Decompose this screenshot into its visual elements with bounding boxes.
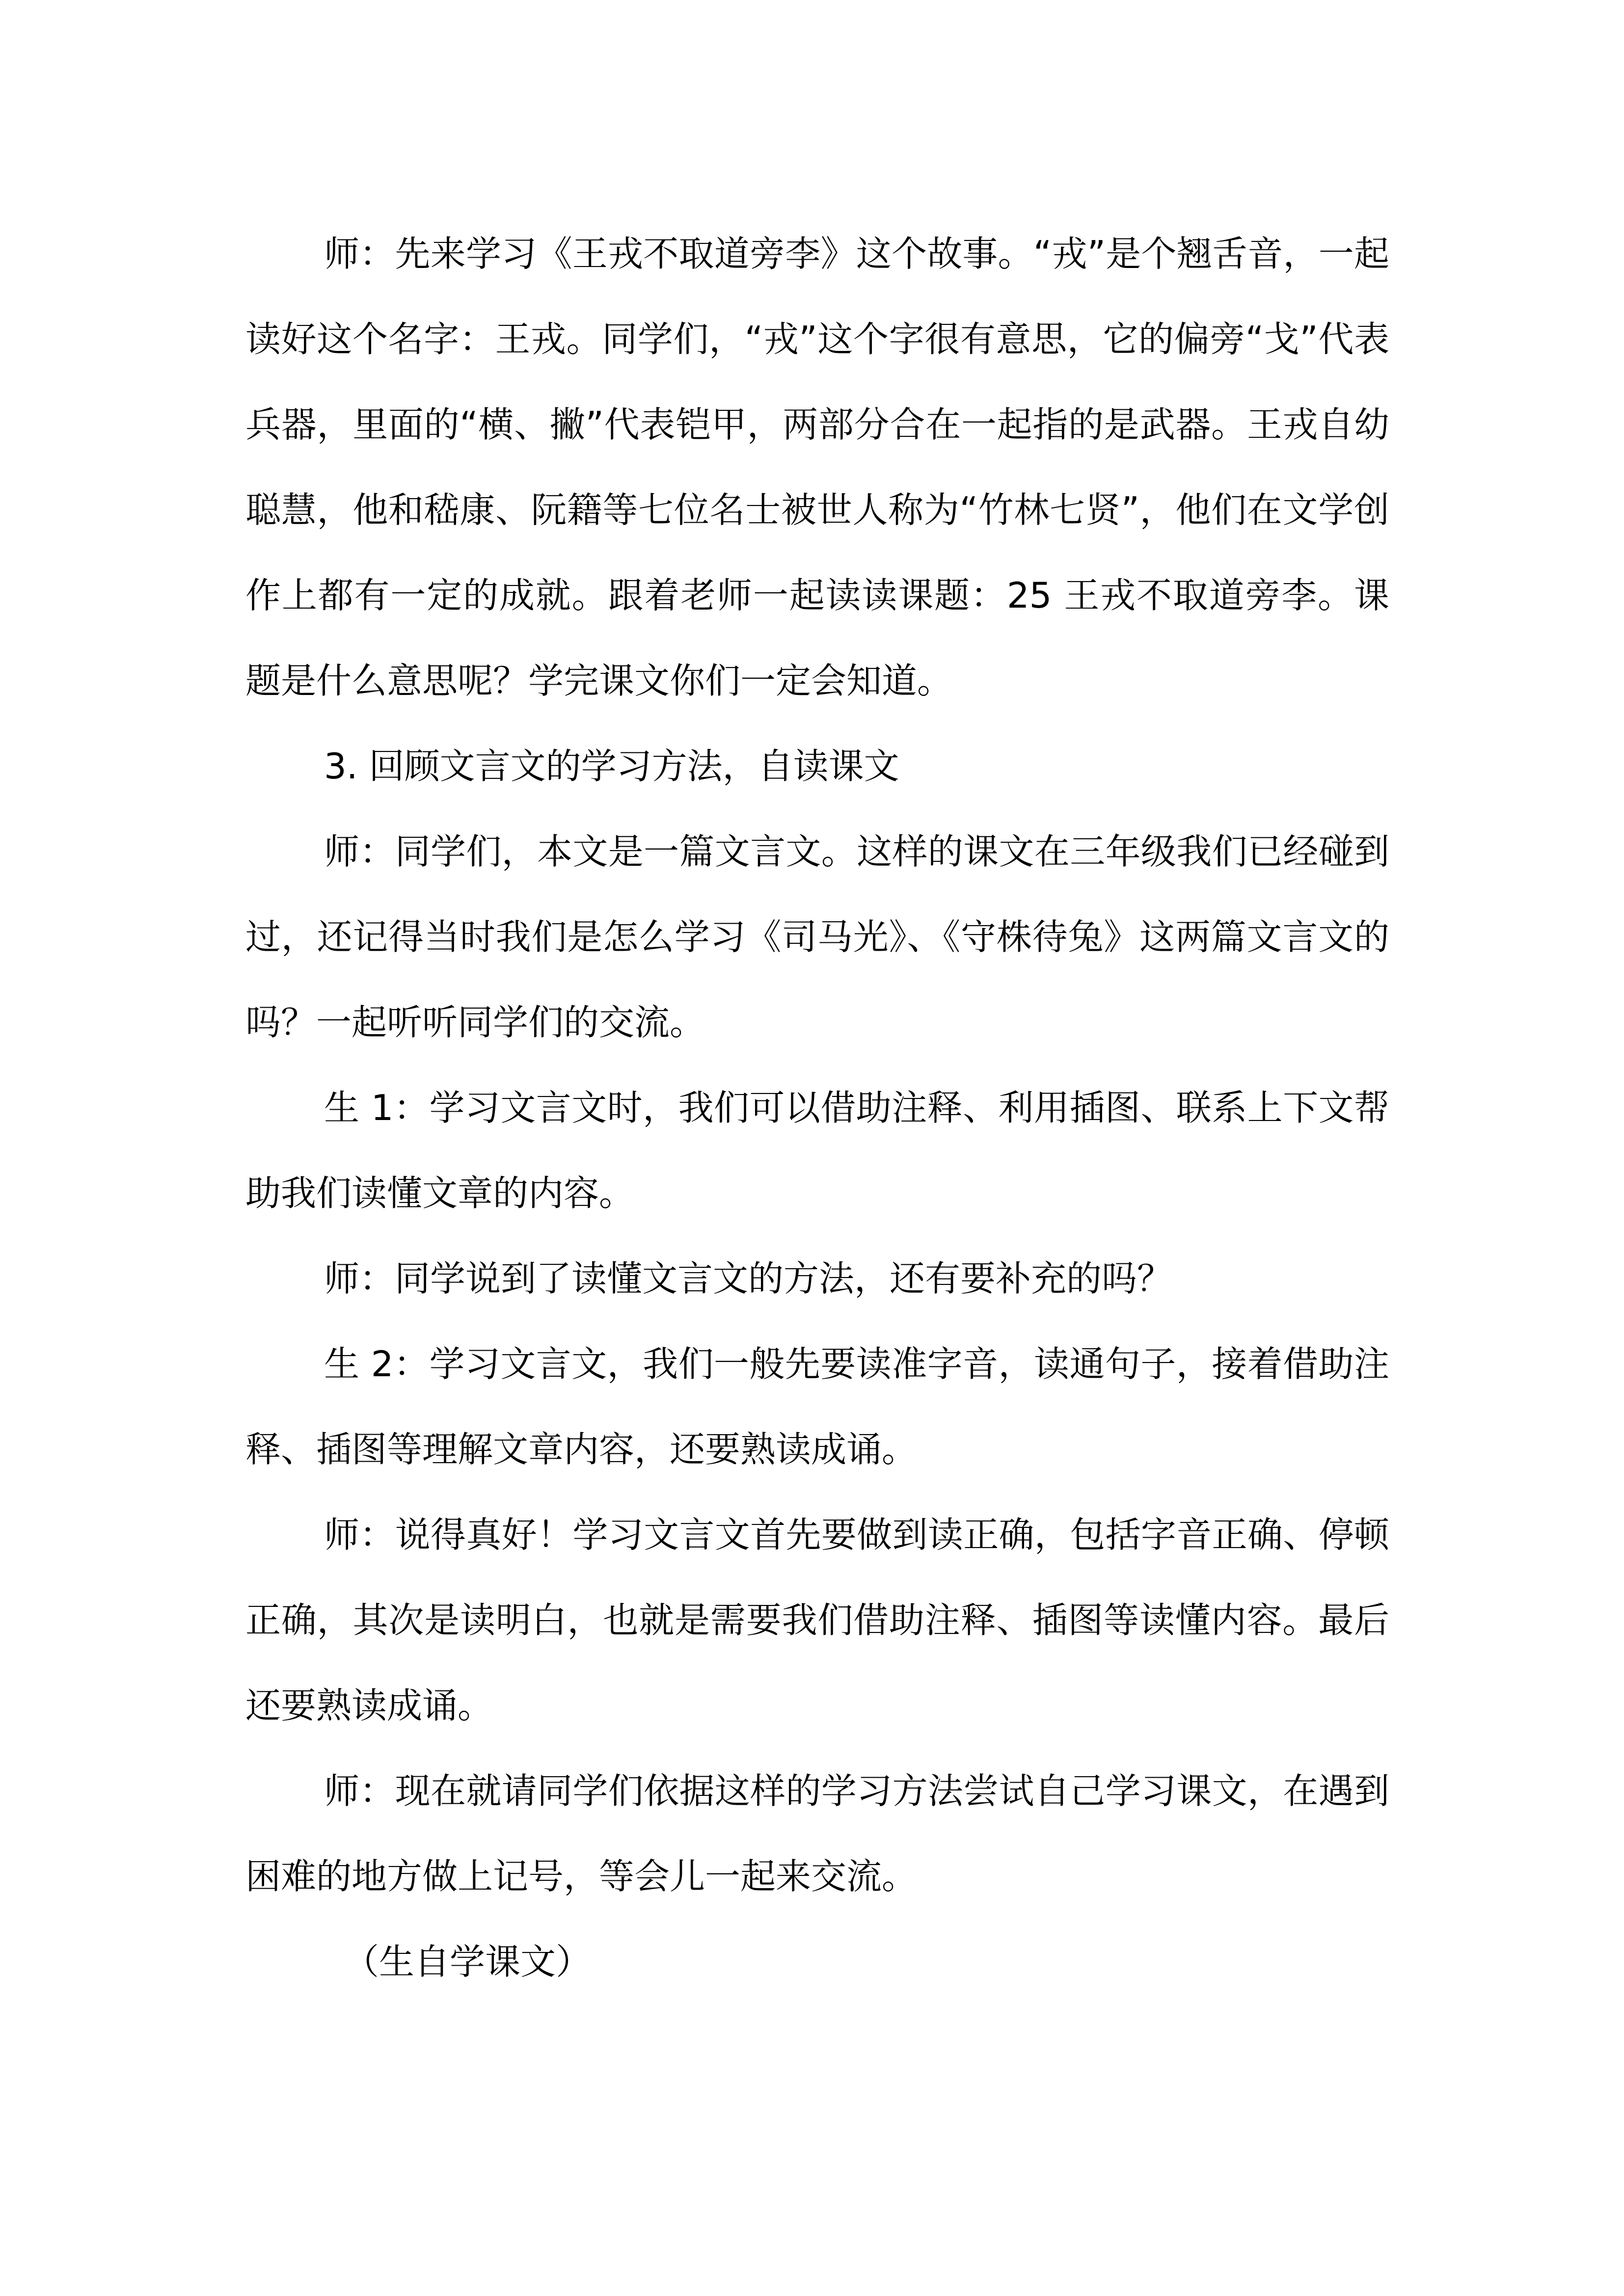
paragraph-student-2: 生 2：学习文言文，我们一般先要读准字音，读通句子，接着借助注释、插图等理解文章内容，还要熟读成诵。 — [245, 1343, 1389, 1470]
document-body — [245, 211, 1389, 2004]
paragraph-teacher-summary: 师：说得真好！学习文言文首先要做到读正确，包括字音正确、停顿正确，其次是读明白，也就是需要我们借助注释、插图等读懂内容。最后还要熟读成诵。 — [245, 1514, 1389, 1726]
paragraph-self-study-note: （生自学课文） — [344, 1941, 592, 1982]
paragraph-step-heading: 3. 回顾文言文的学习方法，自读课文 — [324, 746, 899, 787]
paragraph-teacher-intro: 师：先来学习《王戎不取道旁李》这个故事。“戎”是个翘舌音，一起读好这个名字：王戎。同学们，“戎”这个字很有意思，它的偏旁“戈”代表兵器，里面的“横、撇”代表铠甲，两部分合在一起指的是武器。王戎自幼聪慧，他和嵇康、阮籍等七位名士被世人称为“竹林七贤”，他们在文学创作上都有一定的成就。跟着老师一起读读课题：25 王戎不取道旁李。课题是什么意思呢？学完课文你们一定会知道。 — [245, 233, 1389, 701]
paragraph-teacher-instruction: 师：现在就请同学们依据这样的学习方法尝试自己学习课文，在遇到困难的地方做上记号，等会儿一起来交流。 — [245, 1770, 1389, 1897]
paragraph-teacher-question: 师：同学们，本文是一篇文言文。这样的课文在三年级我们已经碰到过，还记得当时我们是怎么学习《司马光》、《守株待兔》这两篇文言文的吗？一起听听同学们的交流。 — [245, 831, 1389, 1043]
paragraph-student-1: 生 1：学习文言文时，我们可以借助注释、利用插图、联系上下文帮助我们读懂文章的内容。 — [245, 1087, 1389, 1214]
paragraph-teacher-followup: 师：同学说到了读懂文言文的方法，还有要补充的吗？ — [324, 1258, 1173, 1299]
